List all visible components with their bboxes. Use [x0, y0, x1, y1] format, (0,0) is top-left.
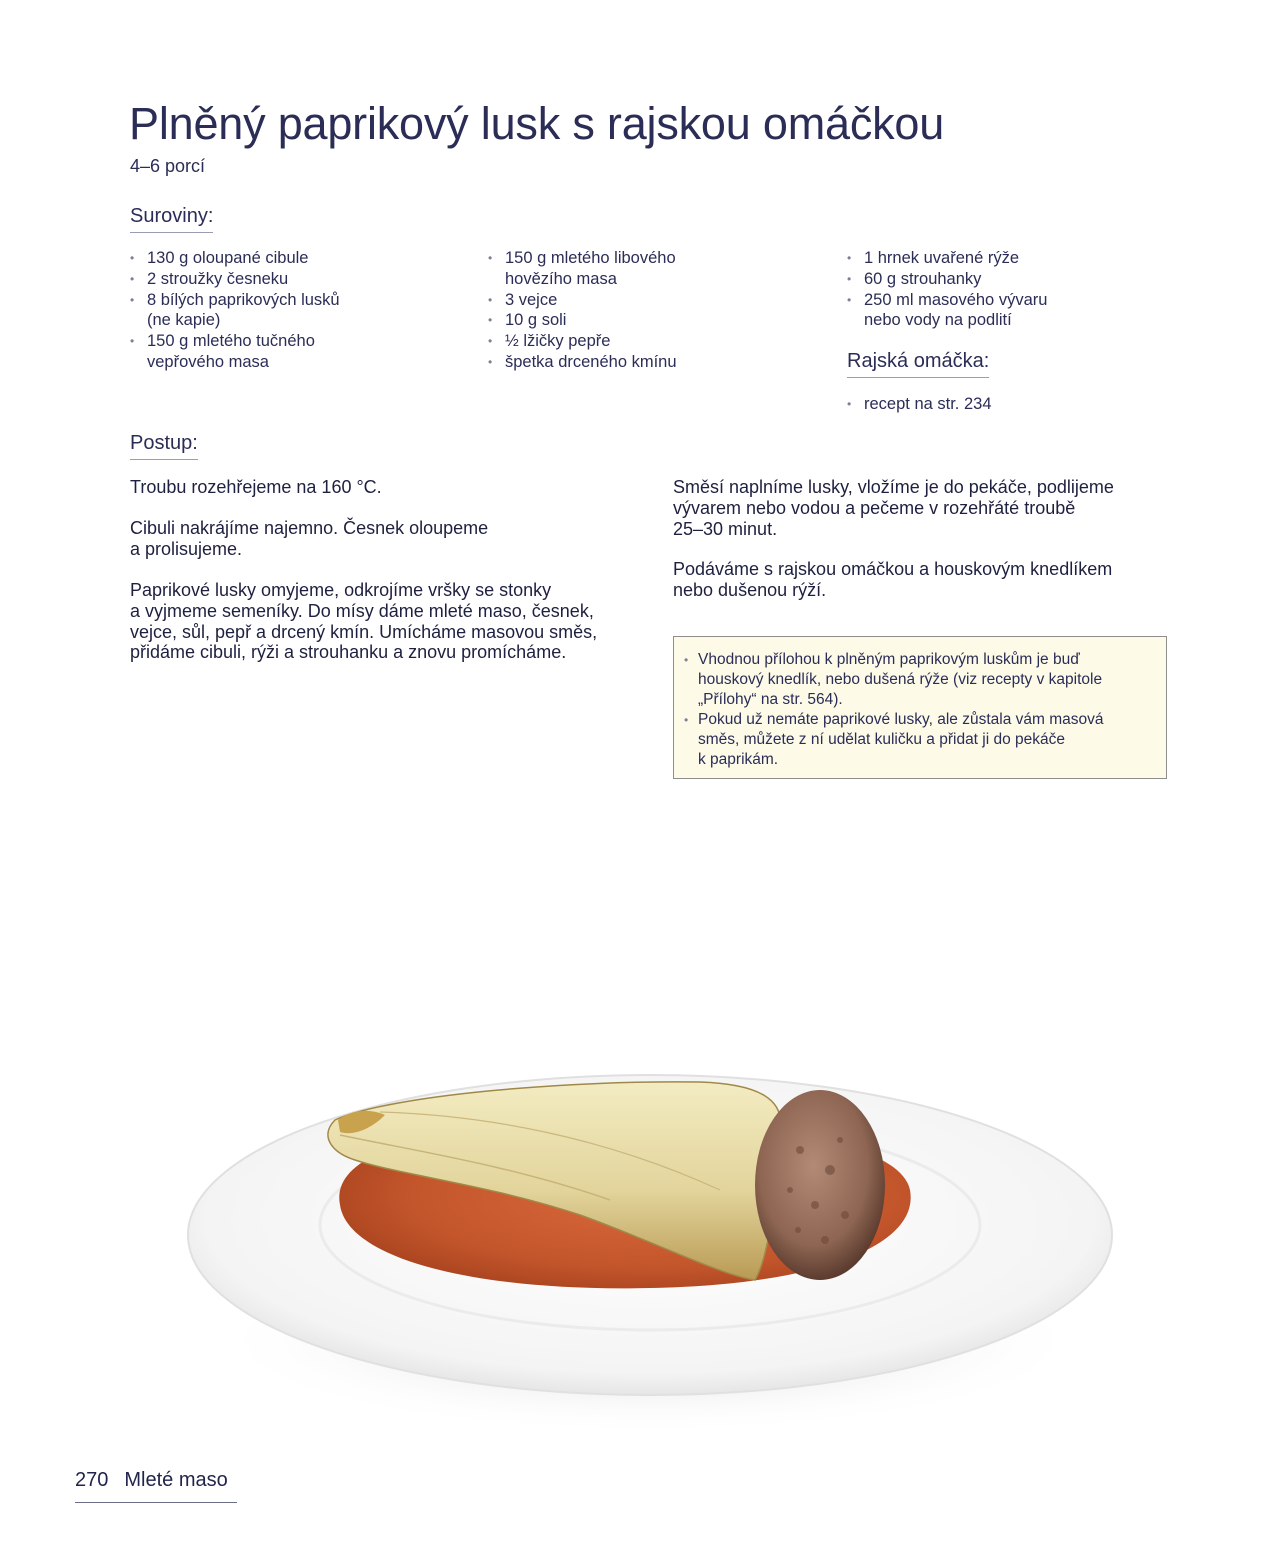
- ingredient-item: • 130 g oloupané cibule: [130, 248, 470, 269]
- ingredients-col2: [488, 248, 828, 373]
- method-step: Troubu rozehřejeme na 160 °C.: [130, 477, 382, 497]
- page-number: 270: [75, 1469, 109, 1491]
- stuffed-pepper-plate-illustration: [180, 1040, 1120, 1440]
- ingredient-item: • 8 bílých paprikových lusků (ne kapie): [130, 290, 470, 332]
- ingredient-item: • 60 g strouhanky: [847, 269, 1187, 290]
- sauce-heading: Rajská omáčka:: [847, 350, 989, 378]
- method-step: Paprikové lusky omyjeme, odkrojíme vršky se stonky a vyjmeme semeníky. Do mísy dáme mleté maso, česnek, vejce, sůl, pepř a drcený kmín. Umícháme masovou směs, přidáme cibuli, rýži a strouhanku a znovu promícháme.: [130, 580, 598, 663]
- ingredient-item: • 250 ml masového vývaru nebo vody na podlití: [847, 290, 1187, 332]
- chapter-name: Mleté maso: [124, 1469, 228, 1491]
- sauce-item: • recept na str. 234: [847, 394, 1167, 415]
- tip-list: [684, 650, 1152, 770]
- ingredient-item: • 3 vejce: [488, 290, 828, 311]
- recipe-title: Plněný paprikový lusk s rajskou omáčkou: [129, 98, 945, 149]
- portions: 4–6 porcí: [130, 156, 206, 176]
- ingredient-item: • 2 stroužky česneku: [130, 269, 470, 290]
- ingredient-item: • 150 g mletého tučného vepřového masa: [130, 331, 470, 373]
- ingredient-item: • 10 g soli: [488, 310, 828, 331]
- ingredient-item: • ½ lžičky pepře: [488, 331, 828, 352]
- ingredient-item: • 150 g mletého libového hovězího masa: [488, 248, 828, 290]
- method-step: Podáváme s rajskou omáčkou a houskovým knedlíkem nebo dušenou rýží.: [673, 559, 1113, 600]
- footer-underline: [75, 1502, 237, 1503]
- meat-filling: [755, 1090, 885, 1280]
- method-step: Směsí naplníme lusky, vložíme je do pekáče, podlijeme vývarem nebo vodou a pečeme v rozehřáté troubě 25–30 minut.: [673, 477, 1114, 539]
- tip-item: • Pokud už nemáte paprikové lusky, ale zůstala vám masová směs, můžete z ní udělat kuličku a přidat ji do pekáče k paprikám.: [684, 710, 1152, 770]
- page-footer: [75, 1469, 228, 1492]
- ingredients-heading: Suroviny:: [130, 205, 213, 233]
- method-heading: Postup:: [130, 432, 198, 460]
- tip-box: [673, 636, 1167, 779]
- ingredients-col3: [847, 248, 1187, 331]
- ingredient-item: • 1 hrnek uvařené rýže: [847, 248, 1187, 269]
- method-step: Cibuli nakrájíme najemno. Česnek oloupeme a prolisujeme.: [130, 518, 489, 559]
- sauce-list: [847, 394, 1167, 415]
- ingredients-col1: [130, 248, 470, 373]
- ingredient-item: • špetka drceného kmínu: [488, 352, 828, 373]
- tip-item: • Vhodnou přílohou k plněným paprikovým luskům je buď houskový knedlík, nebo dušená rýže (viz recepty v kapitole „Přílohy“ na str. 564).: [684, 650, 1152, 710]
